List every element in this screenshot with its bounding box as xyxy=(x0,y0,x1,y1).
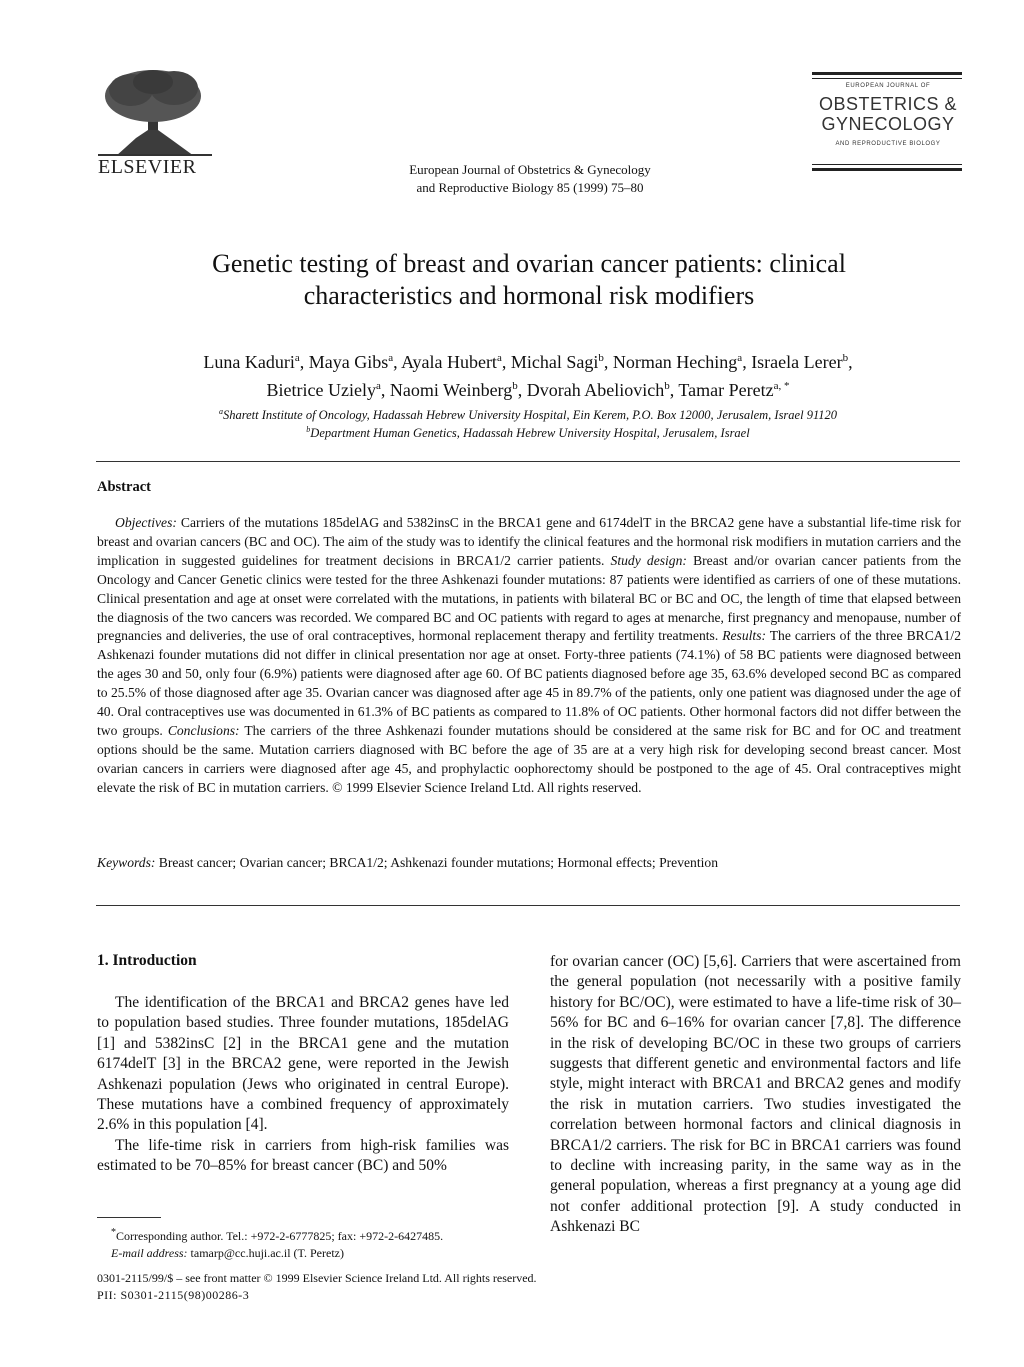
author-list xyxy=(96,346,960,402)
author-name: Dvorah Abeliovich xyxy=(526,380,665,400)
corresponding-author-text: Corresponding author. Tel.: +972-2-6777825; fax: +972-2-6427485. xyxy=(116,1229,444,1243)
abstract-body xyxy=(97,514,961,798)
author-affil-marker: b xyxy=(664,380,670,392)
author-affil-marker: a xyxy=(294,352,300,364)
author-affil-marker: b xyxy=(598,352,604,364)
author-name: Michal Sagi xyxy=(510,352,599,372)
footnote xyxy=(97,1224,509,1262)
email-label: E-mail address: xyxy=(111,1246,188,1260)
affiliation-b xyxy=(96,425,960,441)
author-name: Ayala Hubert xyxy=(401,352,497,372)
intro-column-2 xyxy=(550,952,961,1238)
affiliation-marker: a xyxy=(218,407,223,416)
intro-paragraph-1: The identification of the BRCA1 and BRCA2 genes have led to population based studies. Three founder mutations, 185delAG [1] and 5382insC [2] in the BRCA1 gene and the mutation 6174delT [3] in the BRCA2 gene, were reported in the Jewish Ashkenazi population (Jews who originated in central Europe). These mutations have a combined frequency of approximately 2.6% in this population [4]. xyxy=(97,994,509,1134)
author-separator: , xyxy=(669,380,679,400)
front-matter-line: 0301-2115/99/$ – see front matter © 1999 Elsevier Science Ireland Ltd. All rights reserved. xyxy=(97,1271,537,1285)
conclusions-text: The carriers of the three Ashkenazi founder mutations should be considered at the same risk for BC and for OC and treatment options should be the same. Mutation carriers diagnosed with BC before the age of 35 are at a very high risk for developing second breast cancer. Most ovarian cancers in carriers were diagnosed after age 45, and prophylactic oophorectomy should be postponed to the age of 45. Oral contraceptives might elevate the risk of BC in mutation carriers. © 1999 Elsevier Science Ireland Ltd. All rights reserved. xyxy=(97,722,961,795)
article-title xyxy=(120,248,938,312)
author-name: Luna Kaduri xyxy=(203,352,295,372)
author-affil-marker: a xyxy=(737,352,743,364)
author-separator: , xyxy=(603,352,613,372)
pii-line: PII: S0301-2115(98)00286-3 xyxy=(97,1288,250,1302)
conclusions-label: Conclusions: xyxy=(167,722,240,738)
author-separator: , xyxy=(742,352,752,372)
journal-logo-line2: GYNECOLOGY xyxy=(821,114,955,134)
author-separator: , xyxy=(393,352,402,372)
journal-logo-rule-bottom-thin xyxy=(812,164,962,165)
divider-top xyxy=(96,461,960,462)
author-name: Israela Lerer xyxy=(751,352,843,372)
author-name: Maya Gibs xyxy=(308,352,389,372)
author-affil-marker: a xyxy=(388,352,394,364)
journal-logo-line1: OBSTETRICS & xyxy=(818,94,958,114)
journal-logo xyxy=(812,70,964,180)
affiliation-marker: b xyxy=(306,425,311,434)
keywords-label: Keywords: xyxy=(97,855,156,870)
publisher-name: ELSEVIER xyxy=(98,156,197,178)
title-line-2: characteristics and hormonal risk modifiers xyxy=(303,281,755,310)
author-name: Bietrice Uziely xyxy=(266,380,376,400)
journal-logo-rule-bottom xyxy=(812,168,962,171)
author-separator: , xyxy=(380,380,390,400)
title-line-1: Genetic testing of breast and ovarian cancer patients: clinical xyxy=(212,249,846,278)
author-affil-marker: b xyxy=(842,352,849,364)
footnote-marker: * xyxy=(111,1227,116,1238)
author-name: Tamar Peretz xyxy=(678,380,774,400)
author-line-1 xyxy=(96,346,960,374)
affiliation-text: Department Human Genetics, Hadassah Hebrew University Hospital, Jerusalem, Israel xyxy=(310,426,750,441)
study-design-label: Study design: xyxy=(610,552,687,568)
author-affil-marker: b xyxy=(512,380,518,392)
section-heading-introduction: 1. Introduction xyxy=(97,952,197,969)
intro-paragraph-continued: for ovarian cancer (OC) [5,6]. Carriers that were ascertained from the general population (not necessarily with a positive family history for BC/OC), were estimated to have a life-time risk of 30–56% for BC and 6–16% for ovarian cancer [7,8]. The difference in the risk of developing BC/OC in these two groups of carriers suggests that different genetic and environmental factors and life style, might interact with BRCA1 and BRCA2 genes and modify the risk in mutation carriers. Two studies investigated the correlation between hormonal factors and clinical diagnosis in BRCA1/2 carriers. The risk for BC in BRCA1 carriers was found to decline with increasing parity, in the same way as in the general population, whereas a first pregnancy at a young age did not confer additional protection [9]. A study conducted in Ashkenazi BC xyxy=(550,953,961,1236)
intro-column-1 xyxy=(97,993,509,1177)
journal-logo-rule-top-thin xyxy=(812,78,962,79)
results-label: Results: xyxy=(722,628,767,644)
divider-bottom xyxy=(96,905,960,906)
journal-logo-bottom-text: AND REPRODUCTIVE BIOLOGY xyxy=(835,141,941,147)
author-separator: , xyxy=(501,352,511,372)
email-note xyxy=(97,1245,509,1262)
study-design-text: Breast and/or ovarian cancer patients from the Oncology and Cancer Genetic clinics were tested for the three Ashkenazi founder mutations: 87 patients were identified as carriers of one of these mutations. Clinical presentation and age at onset were correlated with the mutations, in patients with bilateral BC or BC and OC, the length of time that elapsed between the diagnosis of the two cancers was recorded. We compared BC and OC patients with regard to ages at menarche, first pregnancy and menopause, number of pregnancies and deliveries, the use of oral contraceptives, hormonal replacement therapy and fertility treatments. xyxy=(97,552,961,644)
keywords xyxy=(97,855,961,871)
author-affil-marker: a, * xyxy=(773,380,790,392)
journal-logo-rule-top xyxy=(812,72,962,75)
author-affil-marker: a xyxy=(375,380,381,392)
abstract-heading: Abstract xyxy=(97,479,151,495)
author-name: Naomi Weinberg xyxy=(389,380,513,400)
author-affil-marker: a xyxy=(496,352,502,364)
author-separator: , xyxy=(848,352,853,372)
journal-logo-top-text: EUROPEAN JOURNAL OF xyxy=(845,83,931,89)
objectives-label: Objectives: xyxy=(115,515,177,530)
journal-citation-line1: European Journal of Obstetrics & Gynecology xyxy=(409,162,651,177)
author-separator: , xyxy=(299,352,309,372)
author-line-2 xyxy=(96,374,960,402)
email-address: tamarp@cc.huji.ac.il (T. Peretz) xyxy=(187,1246,344,1260)
footnote-rule xyxy=(97,1217,161,1218)
abstract-paragraph xyxy=(97,514,961,798)
journal-citation-line2: and Reproductive Biology 85 (1999) 75–80 xyxy=(416,180,644,195)
affiliation-text: Sharett Institute of Oncology, Hadassah Hebrew University Hospital, Ein Kerem, P.O. Box 12000, Jerusalem, Israel 91120 xyxy=(222,408,838,423)
affiliation-a xyxy=(96,407,960,423)
author-separator: , xyxy=(517,380,527,400)
corresponding-author-note xyxy=(97,1224,509,1245)
objectives-text: Carriers of the mutations 185delAG and 5382insC in the BRCA1 gene and 6174delT in the BRCA2 gene have a substantial life-time risk for breast and ovarian cancers (BC and OC). The aim of the study was to identify the clinical features and the hormonal risk modifiers in mutation carriers and the implication in suggested guidelines for treatment decisions in BRCA1/2 carrier patients. xyxy=(97,515,961,568)
author-name: Norman Heching xyxy=(612,352,738,372)
keywords-text: Breast cancer; Ovarian cancer; BRCA1/2; Ashkenazi founder mutations; Hormonal effects; Prevention xyxy=(155,855,718,870)
intro-paragraph-2: The life-time risk in carriers from high-risk families was estimated to be 70–85% for breast cancer (BC) and 50% xyxy=(97,1136,509,1175)
results-text: The carriers of the three BRCA1/2 Ashkenazi founder mutations did not differ in clinical presentation nor age at onset. Forty-three patients (74.1%) of 58 BC patients were diagnosed between the ages 30 and 50, only four (6.9%) patients were diagnosed after age 60. Of BC patients diagnosed before age 35, 63.6% developed second BC as compared to 25.5% of those diagnosed after age 35. Ovarian cancer was diagnosed after age 45 in 89.7% of the patients, only one patient was diagnosed under the age of 40. Oral contraceptives use was documented in 61.3% of BC patients as compared to 11.8% of OC patients. Other hormonal factors did not differ between the two groups. xyxy=(97,628,961,738)
